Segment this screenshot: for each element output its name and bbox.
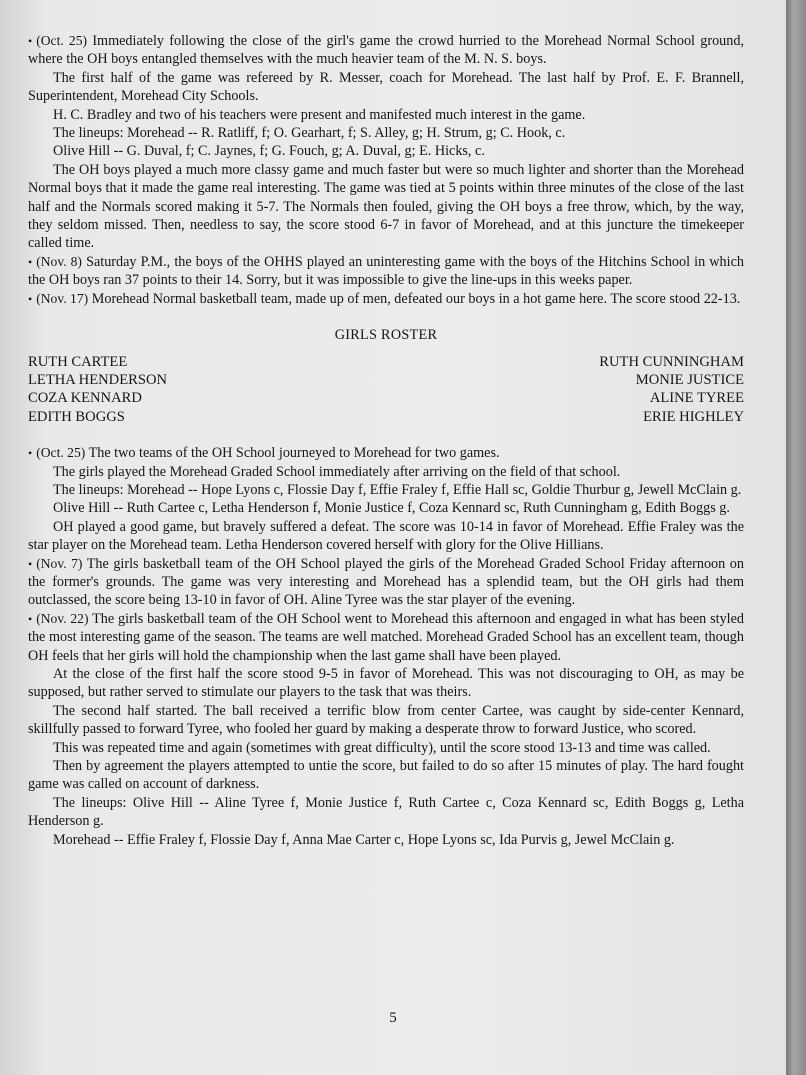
entry-text: Olive Hill -- Ruth Cartee c, Letha Henderson f, Monie Justice f, Coza Kennard sc, Ruth Cunningham g, Edith Boggs g. [53,500,730,517]
paragraph [28,499,744,517]
entry-text: Morehead -- Effie Fraley f, Flossie Day f, Anna Mae Carter c, Hope Lyons sc, Ida Purvis g, Jewel McClain g. [53,831,675,848]
dated-entry [28,32,744,69]
entry-text: This was repeated time and again (sometimes with great difficulty), until the score stood 13-13 and time was called. [53,739,711,756]
bullet-icon: • [28,34,33,48]
girls-games-section [28,444,744,849]
entry-text: OH played a good game, but bravely suffered a defeat. The score was 10-14 in favor of Morehead. Effie Fraley was the star player on the Morehead team. Letha Henderson covered herself with glory for the Olive Hillians. [28,518,744,554]
entry-text: The lineups: Olive Hill -- Aline Tyree f, Monie Justice f, Ruth Cartee c, Coza Kennard sc, Edith Boggs g, Letha Henderson g. [28,794,744,830]
paragraph [28,161,744,253]
entry-text: At the close of the first half the score stood 9-5 in favor of Morehead. This was not discouraging to OH, as may be supposed, but rather served to stimulate our players to the task that was theirs. [28,666,744,701]
paragraph [28,665,744,702]
entry-date: (Nov. 7) [36,555,83,571]
roster-name: LETHA HENDERSON [28,371,168,388]
paragraph [28,831,744,849]
entry-text: The two teams of the OH School journeyed to Morehead for two games. [88,445,500,462]
paragraph [28,124,744,142]
bullet-icon: • [28,254,33,269]
entry-text: The lineups: Morehead -- R. Ratliff, f; O. Gearhart, f; S. Alley, g; H. Strum, g; C. Hook, c. [53,125,566,142]
entry-date: (Nov. 17) [36,290,89,306]
paragraph [28,739,744,757]
entry-date: (Nov. 22) [36,610,89,626]
entry-text: Saturday P.M., the boys of the OHHS played an uninteresting game with the boys of the Hitchins School in which the OH boys ran 37 points to their 14. Sorry, but it was impossible to give the line-ups in this weeks paper. [28,253,744,289]
paragraph [28,702,744,739]
roster-right-column [599,353,744,427]
roster-name: MONIE JUSTICE [635,371,744,388]
paragraph [28,69,744,106]
entry-text: The girls played the Morehead Graded School immediately after arriving on the field of that school. [53,463,621,480]
dated-entry [28,253,744,290]
paragraph [28,106,744,124]
bullet-icon: • [28,446,33,461]
page-number: 5 [389,1010,397,1026]
bullet-icon: • [28,556,33,571]
dated-entry [28,555,744,610]
paragraph [28,757,744,794]
entry-text: The OH boys played a much more classy game and much faster but were so much lighter and shorter than the Morehead Normal boys that it made the game real interesting. The game was tied at 5 points within three minutes of the close of the last half and the Normals scored making it 5-7. The Normals then fouled, giving the OH boys a free throw, which, by the way, they seldom missed. Then, needless to say, the score stood 6-7 in favor of Morehead, and at this juncture the timekeeper called time. [28,161,744,252]
entry-text: Olive Hill -- G. Duval, f; C. Jaynes, f; G. Fouch, g; A. Duval, g; E. Hicks, c. [53,143,485,160]
roster-title: GIRLS ROSTER [334,327,438,344]
roster-name: RUTH CARTEE [28,353,128,370]
paragraph [28,463,744,481]
paragraph [28,481,744,499]
bullet-icon: • [28,291,33,306]
entry-text: H. C. Bradley and two of his teachers were present and manifested much interest in the game. [53,106,586,123]
entry-date: (Nov. 8) [36,253,82,269]
entry-text: The girls basketball team of the OH School went to Morehead this afternoon and engaged in what has been styled the most interesting game of the season. The teams are well matched. Morehead Graded School has an excellent team, though OH feels that her girls will hold the championship when the last game shall have been played. [28,610,744,664]
roster-left-column [28,353,167,427]
dated-entry [28,444,744,462]
bullet-icon: • [28,611,33,626]
roster-name: COZA KENNARD [28,390,142,407]
dated-entry [28,290,744,308]
paragraph [28,518,744,555]
roster-name: RUTH CUNNINGHAM [599,353,744,370]
roster-name: EDITH BOGGS [28,408,125,425]
page-content [28,32,744,849]
paragraph [28,142,744,160]
entry-text: Then by agreement the players attempted to untie the score, but failed to do so after 15 minutes of play. The hard fought game was called on account of darkness. [28,758,744,793]
roster-name: ERIE HIGHLEY [643,408,744,425]
entry-text: The girls basketball team of the OH School played the girls of the Morehead Graded School Friday afternoon on the former's grounds. The game was very interesting and Morehead has a splendid team, but the OH girls had them outclassed, the score being 13-10 in favor of OH. Aline Tyree was the star player of the evening. [28,555,744,609]
entry-text: The first half of the game was refereed by R. Messer, coach for Morehead. The last half by Prof. E. F. Brannell, Superintendent, Morehead City Schools. [28,69,744,105]
entry-date: (Oct. 25) [36,445,86,461]
entry-text: The lineups: Morehead -- Hope Lyons c, Flossie Day f, Effie Fraley f, Effie Hall sc, Goldie Thurbur g, Jewell McClain g. [53,481,742,498]
entry-text: Immediately following the close of the girl's game the crowd hurried to the Morehead Normal School ground, where the OH boys entangled themselves with the much heavier team of the M. N. S. boys. [28,33,745,68]
paragraph [28,794,744,831]
entry-date: (Oct. 25) [36,33,88,48]
entry-text: The second half started. The ball received a terrific blow from center Cartee, was caught by side-center Kennard, skillfully passed to forward Tyree, who fooled her guard by making a desperate throw to forward Justice, who scored. [28,702,744,738]
entry-text: Morehead Normal basketball team, made up of men, defeated our boys in a hot game here. The score stood 22-13. [91,290,741,307]
dated-entry [28,610,744,665]
page-edge [786,0,806,1075]
girls-roster [28,353,744,427]
boys-games-section [28,32,744,308]
roster-name: ALINE TYREE [649,390,744,407]
